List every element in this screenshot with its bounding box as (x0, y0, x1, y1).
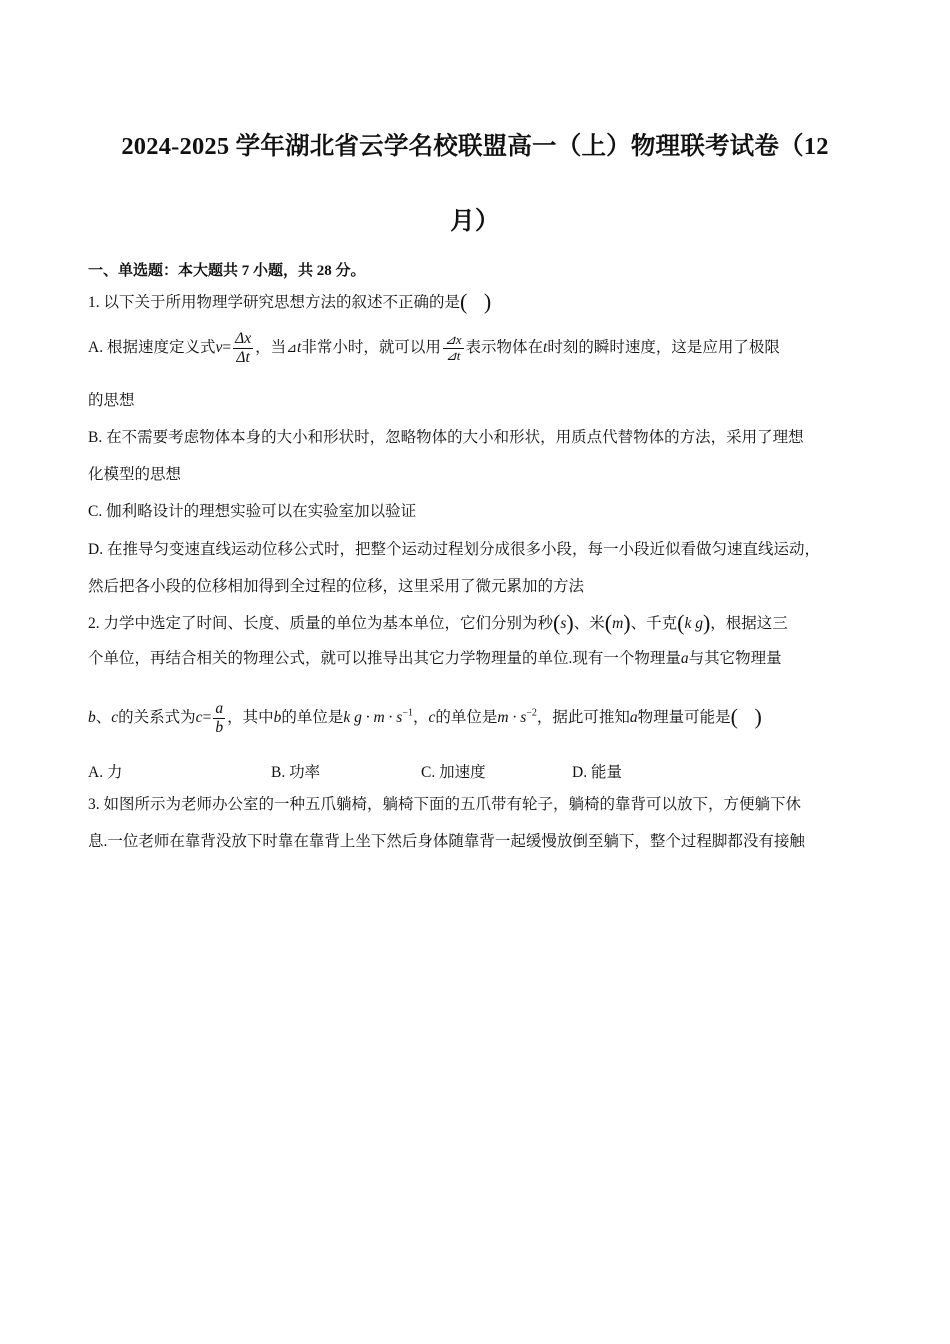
q2-option-c: C. 加速度 (421, 764, 486, 781)
q1-option-d: D. 在推导匀变速直线运动位移公式时，把整个运动过程划分成很多小段，每一小段近似看做匀速直线运动， (88, 541, 820, 558)
velocity-fraction: $\frac{\Delta x}{\Delta t}$ (235, 330, 252, 366)
section-heading: 一、单选题：本大题共 7 小题，共 28 分。 (88, 263, 366, 279)
q1-stem: 1. 以下关于所用物理学研究思想方法的叙述不正确的是( ) (88, 289, 492, 314)
exam-title-line1: 2024-2025 学年湖北省云学名校联盟高一（上）物理联考试卷（12 (121, 133, 829, 160)
q1-option-c: C. 伽利略设计的理想实验可以在实验室加以验证 (88, 503, 417, 520)
delta-fraction: $\frac{⊿x}{⊿t}$ (444, 331, 462, 363)
formula-fraction: $\frac{a}{b}$ (215, 700, 224, 736)
q2-line1: 2. 力学中选定了时间、长度、质量的单位为基本单位，它们分别为秒(s)、米(m)、千克(k g)，根据这三 (88, 610, 788, 635)
q1-option-a: A. 根据速度定义式v= $\frac{\Delta x}{\Delta t}$ ，当⊿t非常小时，就可以用 $\frac{⊿x}{⊿t}$ 表示物体在t时刻的瞬时速度，这是应用了极限 (88, 330, 780, 366)
q1-option-d-cont: 然后把各小段的位移相加得到全过程的位移，这里采用了微元累加的方法 (88, 578, 585, 595)
q2-option-d: D. 能量 (572, 764, 622, 781)
q3-line2: 息.一位老师在靠背没放下时靠在靠背上坐下然后身体随靠背一起缓慢放倒至躺下，整个过程脚都没有接触 (88, 833, 805, 850)
q2-line3: b、c的关系式为c= $\frac{a}{b}$ ，其中b的单位是k $g \cdot m \cdot s^{-1}$，c的单位是$m \cdot s^{-2}$，据此可推知a物理量可能是( ) (88, 700, 762, 736)
q2-line2: 个单位，再结合相关的物理公式，就可以推导出其它力学物理量的单位.现有一个物理量a与其它物理量 (88, 650, 782, 667)
q1-option-b-cont: 化模型的思想 (88, 466, 182, 483)
q1-option-b: B. 在不需要考虑物体本身的大小和形状时，忽略物体的大小和形状，用质点代替物体的方法，采用了理想 (88, 429, 804, 446)
q1-option-a-cont: 的思想 (88, 392, 135, 409)
answer-paren: ( ) (730, 703, 762, 729)
q2-option-a: A. 力 (88, 764, 123, 781)
q2-option-b: B. 功率 (271, 764, 321, 781)
answer-paren: ( ) (460, 289, 492, 314)
exam-title-line2: 月） (450, 208, 500, 235)
q3-line1: 3. 如图所示为老师办公室的一种五爪躺椅，躺椅下面的五爪带有轮子，躺椅的靠背可以放下，方便躺下休 (88, 796, 802, 813)
